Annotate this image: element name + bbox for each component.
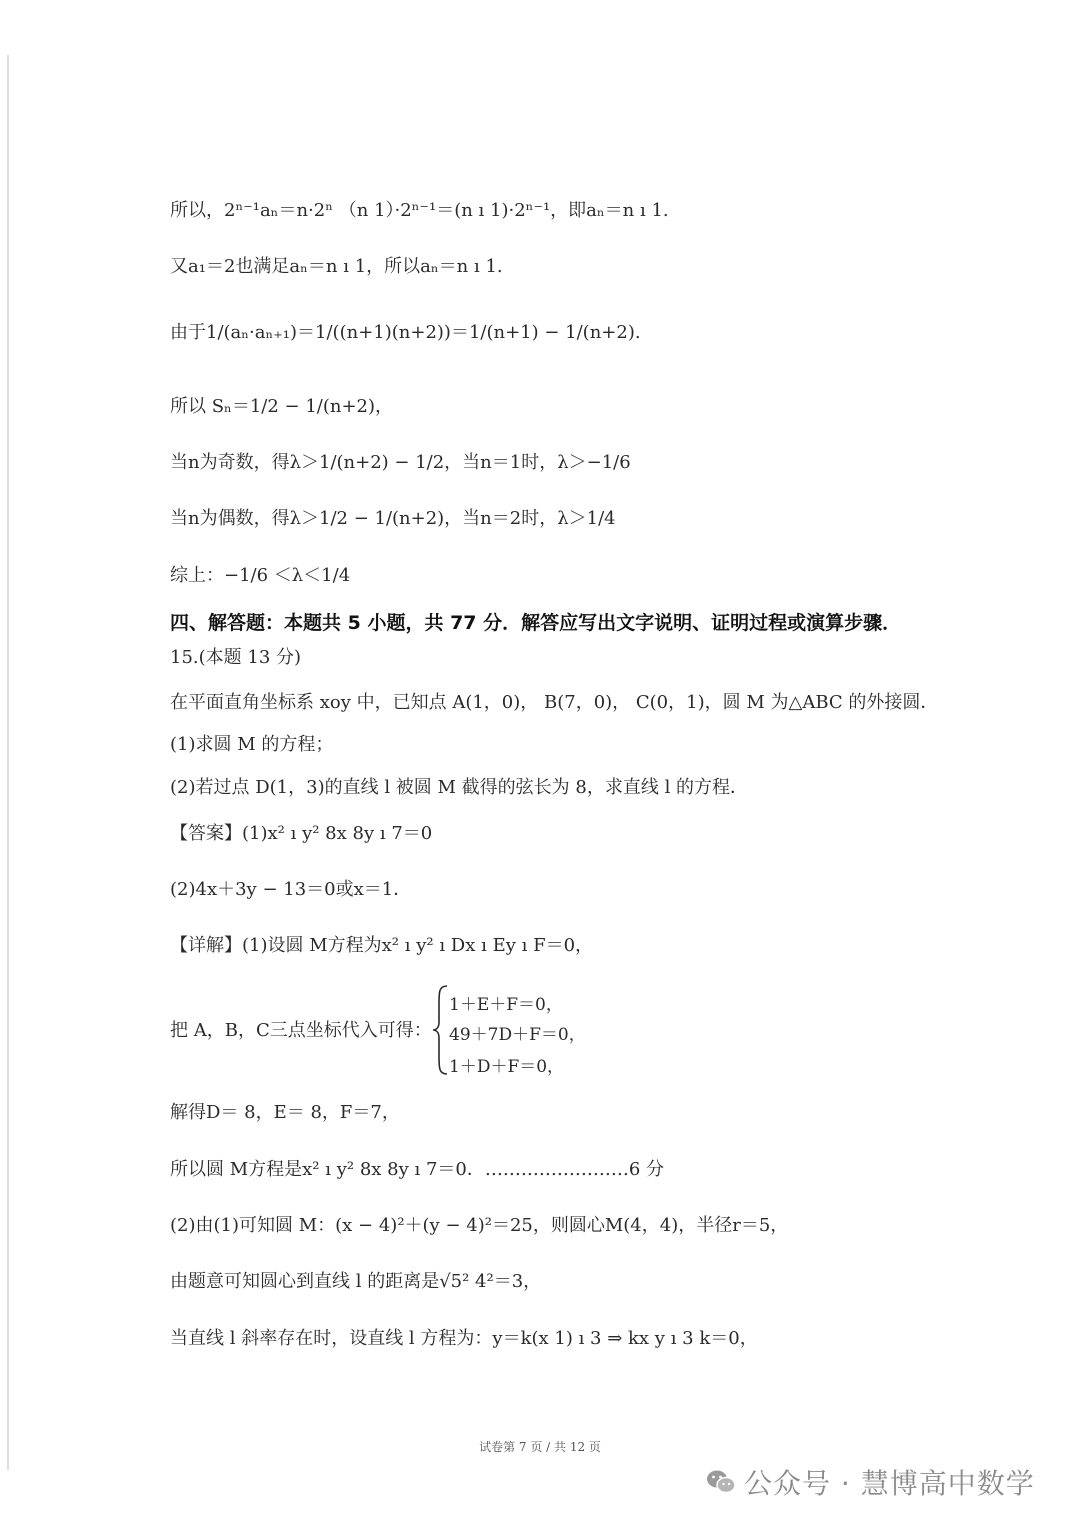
watermark-text: 公众号 · 慧博高中数学 xyxy=(744,1467,1035,1500)
substitute-label: 把 A，B，C三点坐标代入可得： xyxy=(170,1020,432,1041)
equation-system-brace xyxy=(431,984,449,1076)
system-equation: 49＋7D＋F＝0， xyxy=(449,1025,586,1045)
problem-statement: 在平面直角坐标系 xoy 中，已知点 A(1，0)， B(7，0)， C(0，1)，圆 M 为△ABC 的外接圆． xyxy=(170,692,939,713)
answer-part-2: (2)4x＋3y − 13＝0或x＝1． xyxy=(170,879,412,900)
problem-number: 15.(本题 13 分) xyxy=(170,647,302,668)
system-equation: 1＋E＋F＝0， xyxy=(449,995,563,1015)
page-footer: 试卷第 7 页 / 共 12 页 xyxy=(479,1440,601,1454)
question-part-1: (1)求圆 M 的方程； xyxy=(170,734,334,755)
text-line: 综上：−1/6 ＜λ＜1/4 xyxy=(170,565,351,586)
detail-intro: 【详解】(1)设圆 M方程为x² ı y² ı Dx ı Ey ı F＝0， xyxy=(170,935,594,956)
distance-line: 由题意可知圆心到直线 l 的距离是√5² 4²＝3， xyxy=(170,1271,542,1292)
watermark xyxy=(706,1462,1035,1502)
text-line: 由于1/(aₙ·aₙ₊₁)＝1/((n+1)(n+2))＝1/(n+1) − 1/(n+2). xyxy=(170,322,641,343)
answer-part-1: 【答案】(1)x² ı y² 8x 8y ı 7＝0 xyxy=(170,823,433,844)
slope-case-line: 当直线 l 斜率存在时，设直线 l 方程为：y＝k(x 1) ı 3 ⇒ kx y ı 3 k＝0， xyxy=(170,1328,758,1349)
circle-equation-line: 所以圆 M方程是x² ı y² 8x 8y ı 7＝0．……………………6 分 xyxy=(170,1159,665,1180)
wechat-icon xyxy=(706,1469,736,1495)
text-line: 又a₁＝2也满足aₙ＝n ı 1，所以aₙ＝n ı 1. xyxy=(170,256,503,277)
text-line: 当n为奇数，得λ＞1/(n+2) − 1/2，当n＝1时，λ＞−1/6 xyxy=(170,452,631,473)
system-equation: 1＋D＋F＝0， xyxy=(449,1057,565,1077)
solve-line: 解得D＝ 8，E＝ 8，F＝7， xyxy=(170,1102,400,1123)
page-margin-line xyxy=(7,55,9,1470)
text-line: 所以，2ⁿ⁻¹aₙ＝n·2ⁿ （n 1）·2ⁿ⁻¹＝(n ı 1)·2ⁿ⁻¹，即aₙ＝n ı 1. xyxy=(170,200,669,221)
text-line: 当n为偶数，得λ＞1/2 − 1/(n+2)，当n＝2时，λ＞1/4 xyxy=(170,508,616,529)
text-line: 所以 Sₙ＝1/2 − 1/(n+2)， xyxy=(170,396,394,417)
part2-center-line: (2)由(1)可知圆 M：(x − 4)²＋(y − 4)²＝25，则圆心M(4，4)，半径r＝5， xyxy=(170,1215,789,1236)
question-part-2: (2)若过点 D(1，3)的直线 l 被圆 M 截得的弦长为 8，求直线 l 的方程． xyxy=(170,777,749,798)
section-heading: 四、解答题：本题共 5 小题，共 77 分．解答应写出文字说明、证明过程或演算步骤． xyxy=(170,612,902,634)
